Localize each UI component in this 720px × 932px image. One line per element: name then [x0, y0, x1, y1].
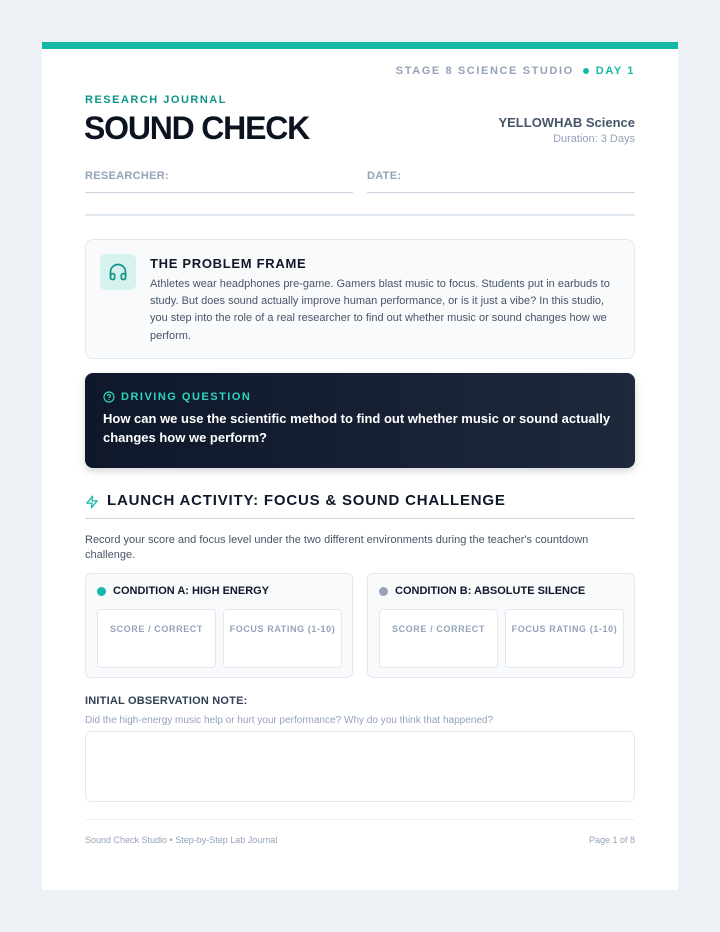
date-field[interactable] [367, 170, 635, 193]
headphones-icon [100, 254, 136, 290]
problem-body: Athletes wear headphones pre-game. Gamers blast music to focus. Students put in earbuds to study. But does sound actually improve human performance, or is it just a vibe? In this studio, you step into the role of a real researcher to find out whether music or sound changes how we perform. [150, 278, 610, 342]
driving-heading: DRIVING QUESTION [121, 391, 252, 403]
journal-page [42, 42, 678, 890]
observation-heading: INITIAL OBSERVATION NOTE: [85, 695, 248, 707]
studio-label [396, 65, 635, 77]
focus-rating-label: FOCUS RATING (1-10) [229, 624, 336, 634]
condition-b-score-box[interactable] [379, 609, 498, 668]
page-number: Page 1 of 8 [588, 835, 635, 845]
driving-question-card [85, 373, 635, 468]
researcher-field[interactable] [85, 170, 353, 193]
problem-frame-card [85, 239, 635, 359]
header-divider [85, 214, 635, 216]
condition-a-header [97, 585, 269, 597]
score-label: SCORE / CORRECT [109, 624, 203, 634]
journal-kicker: RESEARCH JOURNAL [85, 94, 227, 106]
duration: Duration: 3 Days [553, 133, 635, 145]
condition-a-focus-box[interactable] [223, 609, 342, 668]
separator-dot [583, 68, 589, 74]
driving-heading-row [103, 391, 251, 403]
question-circle-icon [103, 391, 115, 403]
page-title: SOUND CHECK [84, 110, 310, 146]
condition-b-focus-box[interactable] [505, 609, 624, 668]
condition-a-label: CONDITION A: HIGH ENERGY [113, 585, 270, 597]
condition-b-header [379, 585, 585, 597]
date-label: DATE: [367, 170, 402, 182]
condition-a-card [85, 573, 353, 678]
researcher-label: RESEARCHER: [85, 170, 169, 182]
studio-name: STAGE 8 SCIENCE STUDIO [395, 65, 574, 77]
launch-heading: LAUNCH ACTIVITY: FOCUS & SOUND CHALLENGE [107, 492, 506, 509]
condition-a-dot [97, 587, 106, 596]
launch-instructions: Record your score and focus level under the two different environments during the teacher's countdown challenge. [85, 534, 589, 561]
driving-question: How can we use the scientific method to find out whether music or sound actually changes how we perform? [103, 411, 611, 445]
focus-rating-label: FOCUS RATING (1-10) [511, 624, 618, 634]
condition-b-card [367, 573, 635, 678]
org-block [498, 115, 635, 145]
condition-a-score-box[interactable] [97, 609, 216, 668]
observation-answer-box[interactable] [85, 731, 635, 802]
footer-divider [85, 819, 635, 820]
org-name: YELLOWHAB Science [498, 115, 635, 130]
launch-heading-row [85, 492, 635, 519]
observation-prompt: Did the high-energy music help or hurt your performance? Why do you think that happened? [85, 715, 494, 726]
day-label: DAY 1 [595, 65, 635, 77]
condition-b-dot [379, 587, 388, 596]
lightning-icon [85, 494, 99, 510]
score-label: SCORE / CORRECT [391, 624, 485, 634]
footer-title: Sound Check Studio • Step-by-Step Lab Journal [85, 835, 278, 845]
condition-b-label: CONDITION B: ABSOLUTE SILENCE [395, 585, 586, 597]
problem-heading: THE PROBLEM FRAME [150, 256, 307, 271]
